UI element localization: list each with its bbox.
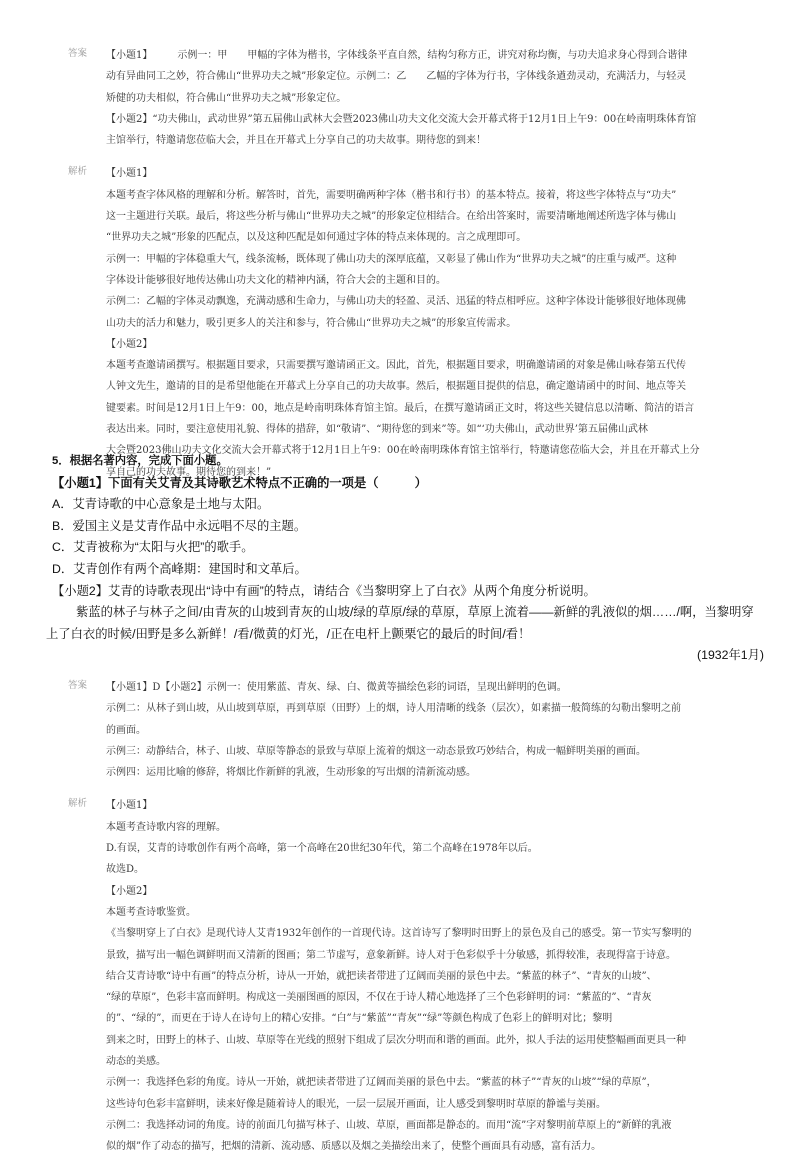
analysis-line: 示例一：我选择色彩的角度。诗从一开始，就把读者带进了辽阔而美丽的景色中去。“紫蓝的林子”“青灰的山坡”“绿的草原”， <box>106 1077 657 1089</box>
answer-line: 动有异曲同工之妙，符合佛山“世界功夫之城”形象定位。示例二：乙 乙幅的字体为行书，字体线条遒劲灵动，充满活力，与轻灵 <box>106 71 687 83</box>
answer-tag: 答案 <box>68 680 88 691</box>
analysis-line: “世界功夫之城”形象的匹配点，以及这种匹配是如何通过字体的特点来体现的。言之成理即可。 <box>106 232 527 244</box>
answer-content-1 <box>106 45 758 151</box>
option-d: D．艾青创作有两个高峰期：建国时和文革后。 <box>52 561 307 576</box>
analysis-line: 的”、“绿的”，而更在于诗人在诗句上的精心安排。“白”与“紫蓝”“青灰”“绿”等颜色构成了色彩上的鲜明对比；黎明 <box>106 1013 613 1025</box>
poem-date: (1932年1月) <box>697 648 764 663</box>
analysis-line: 享自己的功夫故事。期待您的到来！” <box>106 466 272 478</box>
poem-line-2: 上了白衣的时候/田野是多么新鲜！/看/微黄的灯光，/正在电杆上颤栗它的最后的时间/看！ <box>46 626 531 641</box>
answer-line: 示例三：动静结合，林子、山坡、草原等静态的景致与草原上流着的烟这一动态景致巧妙结合，构成一幅鲜明美丽的画面。 <box>106 745 646 757</box>
answer-line: 【小题2】“功夫佛山，武动世界”第五届佛山武林大会暨2023佛山功夫文化交流大会开幕式将于12月1日上午9：00在岭南明珠体育馆 <box>106 113 697 125</box>
analysis-line: 山功夫的活力和魅力，吸引更多人的关注和参与，符合佛山“世界功夫之城”的形象宣传需求。 <box>106 317 517 329</box>
analysis-line: 【小题1】 <box>106 168 153 180</box>
analysis-line: 本题考查诗歌内容的理解。 <box>106 821 226 833</box>
sub-question-1 <box>52 473 764 495</box>
analysis-line: 这一主题进行关联。最后，将这些分析与佛山“世界功夫之城”的形象定位相结合。在给出答案时，需要清晰地阐述所选字体与佛山 <box>106 211 677 223</box>
analysis-section-2 <box>68 795 758 1157</box>
analysis-section-1 <box>68 163 758 482</box>
analysis-content-2 <box>106 795 758 1157</box>
analysis-line: 大会暨2023佛山功夫文化交流大会开幕式将于12月1日上午9：00在岭南明珠体育馆主馆举行，特邀请您莅临大会，并且在开幕式上分 <box>106 445 700 457</box>
analysis-line: 本题考查字体风格的理解和分析。解答时，首先，需要明确两种字体（楷书和行书）的基本特点。接着，将这些字体特点与“功夫” <box>106 189 677 201</box>
answer-line: 主馆举行，特邀请您莅临大会，并且在开幕式上分享自己的功夫故事。期待您的到来！ <box>106 135 486 147</box>
answer-analysis-block-2 <box>68 677 758 1158</box>
analysis-line: 《当黎明穿上了白衣》是现代诗人艾青1932年创作的一首现代诗。这首诗写了黎明时田野上的景色及自己的感受。第一节实写黎明的 <box>106 928 692 940</box>
answer-analysis-block-1 <box>68 45 758 483</box>
option-b: B．爱国主义是艾青作品中永远唱不尽的主题。 <box>52 518 307 533</box>
poem-line-1: 紫蓝的林子与林子之间/由青灰的山坡到青灰的山坡/绿的草原/绿的草原，草原上流着——新鲜的乳液似的烟……/啊，当黎明穿 <box>76 605 754 620</box>
answer-line: 【小题1】 示例一：甲 甲幅的字体为楷书，字体线条平直自然，结构匀称方正，讲究对称均衡，与功夫追求身心得到合谐律 <box>106 50 688 61</box>
analysis-line: 似的烟”作了动态的描写，把烟的清新、流动感、质感以及烟之美描绘出来了，使整个画面具有动感，富有活力。 <box>106 1141 602 1153</box>
question-5 <box>46 451 764 667</box>
answer-line: 示例四：运用比喻的修辞，将烟比作新鲜的乳液，生动形象的写出烟的清新流动感。 <box>106 767 476 779</box>
analysis-line: “绿的草原”，色彩丰富而鲜明。构成这一美丽图画的原因，不仅在于诗人精心地选择了三个色彩鲜明的词：“紫蓝的”、“青灰 <box>106 992 652 1004</box>
analysis-line: 【小题2】 <box>106 885 153 897</box>
analysis-line: 动态的美感。 <box>106 1056 166 1068</box>
analysis-line: 【小题2】 <box>106 338 153 350</box>
analysis-line: 故选D。 <box>106 864 145 876</box>
answer-tag: 答案 <box>68 48 88 59</box>
analysis-line: 键要素。时间是12月1日上午9：00，地点是岭南明珠体育馆主馆。最后，在撰写邀请函正文时，将这些关键信息以清晰、简洁的语言 <box>106 402 695 414</box>
sub-question-1-close: ） <box>414 475 427 490</box>
analysis-line: 景致，描写出一幅色调鲜明而又清新的图画；第二节虚写，意象新鲜。诗人对于色彩似乎十分敏感，抓得较准，表现得富于诗意。 <box>106 949 676 961</box>
analysis-line: 结合艾青诗歌“诗中有画”的特点分析，诗从一开始，就把读者带进了辽阔而美丽的景色中去。“紫蓝的林子”、“青灰的山坡”、 <box>106 970 657 982</box>
analysis-line: 本题考查诗歌鉴赏。 <box>106 906 196 918</box>
analysis-line: 示例二：乙幅的字体灵动飘逸，充满动感和生命力，与佛山功夫的轻盈、灵活、迅猛的特点相呼应。这种字体设计能够很好地体现佛 <box>106 296 686 308</box>
analysis-line: 示例一：甲幅的字体稳重大气，线条流畅，既体现了佛山功夫的深厚底蕴，又彰显了佛山作为“世界功夫之城”的庄重与威严。这种 <box>106 253 677 265</box>
answer-section-1 <box>68 45 758 151</box>
analysis-line: 本题考查邀请函撰写。根据题目要求，只需要撰写邀请函正文。因此，首先，根据题目要求，明确邀请函的对象是佛山咏春第五代传 <box>106 360 686 372</box>
analysis-line: 人钟文先生，邀请的目的是希望他能在开幕式上分享自己的功夫故事。然后，根据题目提供的信息，确定邀请函中的时间、地点等关 <box>106 381 686 393</box>
analysis-line: 这些诗句色彩丰富鲜明，读来好像是随着诗人的眼光，一层一层展开画面，让人感受到黎明时草原的静谧与美丽。 <box>106 1098 606 1110</box>
analysis-line: 到来之时，田野上的林子、山坡、草原等在光线的照射下组成了层次分明而和谐的画面。此外，拟人手法的运用使整幅画面更具一种 <box>106 1034 686 1046</box>
analysis-line: 示例二：我选择动词的角度。诗的前面几句描写林子、山坡、草原，画面都是静态的。而用“流”字对黎明前草原上的“新鲜的乳液 <box>106 1119 672 1131</box>
analysis-content-1 <box>106 163 758 482</box>
answer-line: 的画面。 <box>106 724 146 736</box>
answer-line: 示例二：从林子到山坡，从山坡到草原，再到草原（田野）上的烟，诗人用清晰的线条（层次），如素描一般简练的勾勒出黎明之前 <box>106 703 681 715</box>
analysis-line: D.有误，艾青的诗歌创作有两个高峰，第一个高峰在20世纪30年代，第二个高峰在1978年以后。 <box>106 843 538 855</box>
sub-question-2: 【小题2】艾青的诗歌表现出“诗中有画”的特点，请结合《当黎明穿上了白衣》从两个角度分析说明。 <box>52 583 596 598</box>
analysis-tag: 解析 <box>68 166 88 178</box>
sub-question-1-stem: 【小题1】下面有关艾青及其诗歌艺术特点不正确的一项是（ <box>52 475 379 490</box>
answer-line: 【小题1】D【小题2】示例一：使用紫蓝、青灰、绿、白、微黄等描绘色彩的词语，呈现出鲜明的色调。 <box>106 682 567 693</box>
option-a: A．艾青诗歌的中心意象是土地与太阳。 <box>52 497 270 512</box>
analysis-line: 字体设计能够很好地传达佛山功夫文化的精神内涵，符合大会的主题和目的。 <box>106 274 446 286</box>
question-title: 5．根据名著内容，完成下面小题。 <box>52 455 228 467</box>
answer-section-2 <box>68 677 758 783</box>
analysis-tag: 解析 <box>68 798 88 810</box>
analysis-line: 【小题1】 <box>106 800 153 812</box>
option-c: C．艾青被称为“太阳与火把”的歌手。 <box>52 540 254 555</box>
analysis-line: 表达出来。同时，要注意使用礼貌、得体的措辞，如“敬请”、“期待您的到来”等。如“‘功夫佛山，武动世界’第五届佛山武林 <box>106 424 648 436</box>
answer-content-2 <box>106 677 758 783</box>
answer-line: 矫健的功夫相似，符合佛山“世界功夫之城”形象定位。 <box>106 92 347 104</box>
